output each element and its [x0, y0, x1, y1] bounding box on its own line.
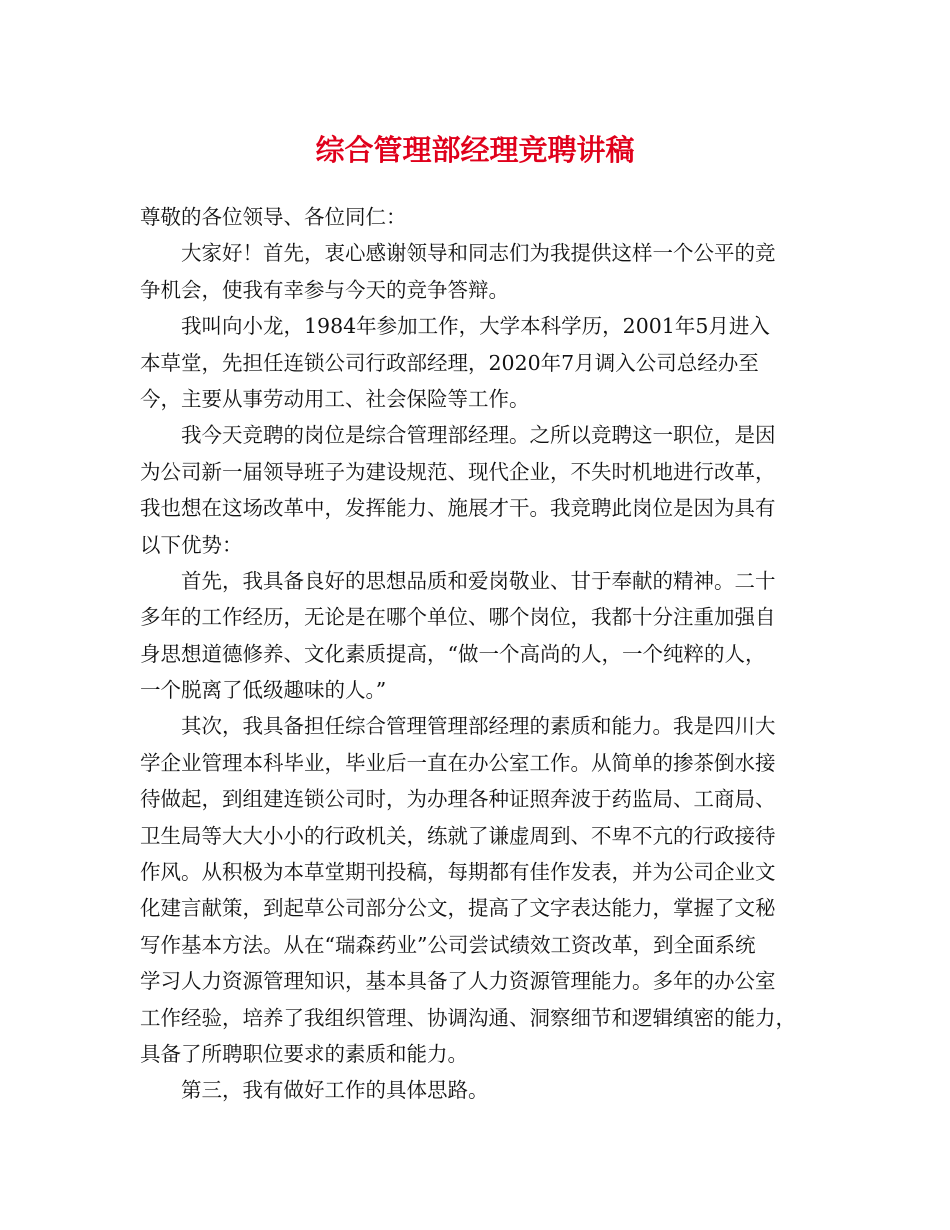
- body-line: 工作经验，培养了我组织管理、协调沟通、洞察细节和逻辑缜密的能力，: [140, 1005, 796, 1030]
- document-title: 综合管理部经理竞聘讲稿: [315, 133, 635, 167]
- body-line: 以下优势：: [140, 532, 243, 557]
- body-line: 化建言献策，到起草公司部分公文，提高了文字表达能力，掌握了文秘: [140, 896, 776, 921]
- body-line: 本草堂，先担任连锁公司行政部经理，2020年7月调入公司总经办至: [140, 350, 759, 375]
- body-line: 我也想在这场改革中，发挥能力、施展才干。我竞聘此岗位是因为具有: [140, 496, 776, 521]
- body-line: 第三，我有做好工作的具体思路。: [181, 1078, 489, 1103]
- body-line: 我今天竞聘的岗位是综合管理部经理。之所以竞聘这一职位，是因: [181, 423, 776, 448]
- body-line: 多年的工作经历，无论是在哪个单位、哪个岗位，我都十分注重加强自: [140, 605, 776, 630]
- body-line: 作风。从积极为本草堂期刊投稿，每期都有佳作发表，并为公司企业文: [140, 860, 776, 885]
- document-body: [140, 199, 820, 1109]
- body-line: 争机会，使我有幸参与今天的竞争答辩。: [140, 277, 509, 302]
- body-line: 身思想道德修养、文化素质提高，“做一个高尚的人，一个纯粹的人，: [140, 641, 766, 666]
- body-line: 为公司新一届领导班子为建设规范、现代企业，不失时机地进行改革，: [140, 459, 776, 484]
- body-line: 今，主要从事劳动用工、社会保险等工作。: [140, 386, 530, 411]
- body-line: 一个脱离了低级趣味的人。”: [140, 678, 387, 703]
- body-line: 学习人力资源管理知识，基本具备了人力资源管理能力。多年的办公室: [140, 969, 776, 994]
- body-line: 首先，我具备良好的思想品质和爱岗敬业、甘于奉献的精神。二十: [181, 568, 776, 593]
- body-line: 卫生局等大大小小的行政机关，练就了谦虚周到、不卑不亢的行政接待: [140, 823, 776, 848]
- body-line: 大家好！首先，衷心感谢领导和同志们为我提供这样一个公平的竞: [181, 241, 776, 266]
- body-line: 我叫向小龙，1984年参加工作，大学本科学历，2001年5月进入: [181, 314, 770, 339]
- body-line: 学企业管理本科毕业，毕业后一直在办公室工作。从简单的掺茶倒水接: [140, 750, 776, 775]
- body-line: 尊敬的各位领导、各位同仁：: [140, 205, 407, 229]
- body-line: 其次，我具备担任综合管理管理部经理的素质和能力。我是四川大: [181, 714, 776, 739]
- body-line: 写作基本方法。从在“瑞森药业”公司尝试绩效工资改革，到全面系统: [140, 932, 756, 957]
- body-line: 具备了所聘职位要求的素质和能力。: [140, 1041, 468, 1066]
- body-line: 待做起，到组建连锁公司时，为办理各种证照奔波于药监局、工商局、: [140, 787, 776, 812]
